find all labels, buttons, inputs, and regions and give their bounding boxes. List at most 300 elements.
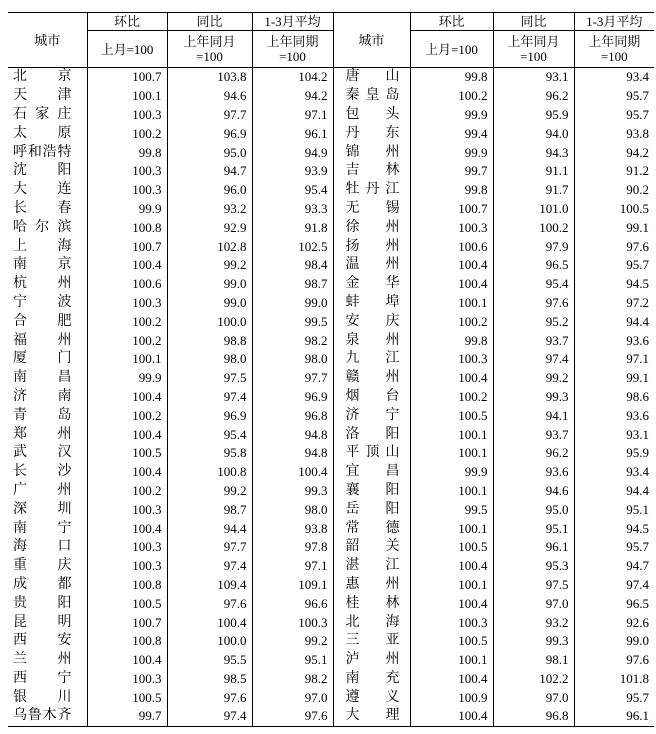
left-yoy-index: 100.0	[167, 312, 252, 331]
left-avg-index: 96.6	[252, 594, 333, 613]
right-mom-index: 100.4	[410, 670, 493, 689]
left-avg-index: 98.2	[252, 670, 333, 689]
header-row-groups	[8, 13, 654, 31]
table-row	[8, 143, 654, 162]
right-city-name: 三亚	[333, 632, 410, 651]
left-mom-index: 100.3	[87, 181, 167, 200]
right-avg-index: 92.6	[574, 613, 654, 632]
left-avg-index: 97.8	[252, 538, 333, 557]
price-index-table	[8, 12, 654, 727]
right-mom-index: 100.1	[410, 519, 493, 538]
table-row	[8, 594, 654, 613]
right-yoy-index: 93.7	[493, 425, 574, 444]
left-yoy-index: 95.5	[167, 651, 252, 670]
left-avg-index: 96.8	[252, 406, 333, 425]
right-yoy-index: 96.2	[493, 444, 574, 463]
table-row	[8, 632, 654, 651]
right-city-name: 牡丹江	[333, 181, 410, 200]
right-mom-index: 100.4	[410, 594, 493, 613]
right-mom-index: 99.8	[410, 181, 493, 200]
table-row	[8, 87, 654, 106]
right-mom-index: 100.2	[410, 87, 493, 106]
table-row	[8, 218, 654, 237]
left-city-name: 合肥	[8, 312, 87, 331]
left-avg-index: 104.2	[252, 68, 333, 87]
right-mom-index: 100.1	[410, 425, 493, 444]
table-row	[8, 369, 654, 388]
right-yoy-index: 94.0	[493, 124, 574, 143]
mom-base-label: 上月=100	[100, 41, 154, 57]
right-avg-index: 94.4	[574, 312, 654, 331]
left-avg-index: 109.1	[252, 576, 333, 595]
table-row	[8, 688, 654, 707]
right-avg-index: 96.1	[574, 707, 654, 726]
left-avg-index: 98.0	[252, 500, 333, 519]
left-yoy-index: 95.8	[167, 444, 252, 463]
right-city-name: 桂林	[333, 594, 410, 613]
right-avg-index: 91.2	[574, 162, 654, 181]
right-city-name: 赣州	[333, 369, 410, 388]
left-city-name: 石家庄	[8, 106, 87, 125]
right-city-name: 襄阳	[333, 482, 410, 501]
right-mom-index: 100.1	[410, 482, 493, 501]
avg-base-line2: =100	[600, 49, 628, 64]
left-mom-index: 100.3	[87, 557, 167, 576]
right-city-name: 无锡	[333, 200, 410, 219]
left-avg-index: 93.8	[252, 519, 333, 538]
left-avg-index: 97.6	[252, 707, 333, 726]
right-yoy-index: 95.0	[493, 500, 574, 519]
right-mom-base-header	[410, 31, 493, 68]
left-yoy-index: 97.6	[167, 688, 252, 707]
left-yoy-index: 97.5	[167, 369, 252, 388]
left-mom-index: 100.7	[87, 613, 167, 632]
right-avg-index: 94.4	[574, 482, 654, 501]
left-yoy-index: 97.4	[167, 388, 252, 407]
left-city-name: 成都	[8, 576, 87, 595]
right-yoy-index: 94.1	[493, 406, 574, 425]
right-avg-index: 100.5	[574, 200, 654, 219]
left-avg-index: 93.3	[252, 200, 333, 219]
avg-base-line1: 上年同期	[266, 34, 319, 49]
table-row	[8, 538, 654, 557]
table-row	[8, 68, 654, 87]
left-yoy-index: 94.4	[167, 519, 252, 538]
left-yoy-index: 99.0	[167, 275, 252, 294]
left-mom-index: 100.4	[87, 519, 167, 538]
left-city-name: 哈尔滨	[8, 218, 87, 237]
right-avg-index: 95.7	[574, 688, 654, 707]
left-mom-index: 100.3	[87, 294, 167, 313]
left-mom-index: 100.1	[87, 350, 167, 369]
right-avg-index: 93.4	[574, 68, 654, 87]
right-mom-index: 100.5	[410, 538, 493, 557]
right-mom-index: 100.9	[410, 688, 493, 707]
left-mom-index: 100.1	[87, 87, 167, 106]
right-yoy-index: 99.2	[493, 369, 574, 388]
right-mom-index: 100.5	[410, 406, 493, 425]
left-mom-index: 100.4	[87, 651, 167, 670]
left-yoy-index: 97.6	[167, 594, 252, 613]
left-yoy-index: 97.4	[167, 557, 252, 576]
left-yoy-index: 96.9	[167, 124, 252, 143]
right-yoy-index: 97.5	[493, 576, 574, 595]
right-yoy-index: 98.1	[493, 651, 574, 670]
right-yoy-index: 94.6	[493, 482, 574, 501]
left-mom-index: 100.5	[87, 594, 167, 613]
left-avg-index: 99.3	[252, 482, 333, 501]
left-city-name: 上海	[8, 237, 87, 256]
table-body	[8, 68, 654, 727]
right-yoy-index: 99.3	[493, 632, 574, 651]
right-yoy-index: 93.1	[493, 68, 574, 87]
left-mom-index: 100.3	[87, 670, 167, 689]
right-avg-index: 97.2	[574, 294, 654, 313]
left-yoy-index: 100.4	[167, 613, 252, 632]
left-city-name: 长沙	[8, 463, 87, 482]
left-mom-index: 100.3	[87, 538, 167, 557]
right-mom-index: 99.9	[410, 143, 493, 162]
right-city-name: 泸州	[333, 651, 410, 670]
right-mom-index: 100.4	[410, 369, 493, 388]
right-avg-index: 101.8	[574, 670, 654, 689]
right-mom-index: 99.5	[410, 500, 493, 519]
right-yoy-index: 97.4	[493, 350, 574, 369]
table-row	[8, 670, 654, 689]
left-avg-index: 97.1	[252, 557, 333, 576]
right-yoy-index: 95.2	[493, 312, 574, 331]
left-city-name: 沈阳	[8, 162, 87, 181]
right-city-name: 常德	[333, 519, 410, 538]
table-row	[8, 124, 654, 143]
right-mom-index: 100.1	[410, 651, 493, 670]
yoy-base-line1: 上年同月	[507, 34, 560, 49]
left-avg-index: 93.9	[252, 162, 333, 181]
right-city-name: 包头	[333, 106, 410, 125]
right-city-name: 蚌埠	[333, 294, 410, 313]
left-city-name: 北京	[8, 68, 87, 87]
left-city-name: 天津	[8, 87, 87, 106]
left-mom-index: 100.6	[87, 275, 167, 294]
left-yoy-index: 109.4	[167, 576, 252, 595]
right-yoy-index: 95.3	[493, 557, 574, 576]
avg-base-line1: 上年同期	[588, 34, 641, 49]
left-mom-index: 100.4	[87, 388, 167, 407]
table-row	[8, 388, 654, 407]
table-row	[8, 707, 654, 726]
right-yoy-index: 97.6	[493, 294, 574, 313]
right-mom-index: 100.2	[410, 388, 493, 407]
table-row	[8, 294, 654, 313]
left-avg-index: 99.2	[252, 632, 333, 651]
right-yoy-index: 95.4	[493, 275, 574, 294]
table-row	[8, 237, 654, 256]
table-row	[8, 106, 654, 125]
left-avg-index: 98.2	[252, 331, 333, 350]
right-mom-index: 99.9	[410, 463, 493, 482]
right-city-name: 丹东	[333, 124, 410, 143]
left-yoy-column-header: 同比	[167, 13, 252, 31]
left-avg-index: 95.1	[252, 651, 333, 670]
table-row	[8, 651, 654, 670]
right-mom-index: 100.7	[410, 200, 493, 219]
left-yoy-index: 97.4	[167, 707, 252, 726]
right-city-name: 宜昌	[333, 463, 410, 482]
right-yoy-index: 96.5	[493, 256, 574, 275]
left-yoy-index: 100.0	[167, 632, 252, 651]
right-city-name: 韶关	[333, 538, 410, 557]
right-avg-index: 95.9	[574, 444, 654, 463]
left-avg-index: 98.7	[252, 275, 333, 294]
right-city-name: 洛阳	[333, 425, 410, 444]
table-row	[8, 162, 654, 181]
left-mom-column-header: 环比	[87, 13, 167, 31]
left-city-name: 银川	[8, 688, 87, 707]
left-mom-index: 100.5	[87, 688, 167, 707]
left-mom-index: 100.5	[87, 444, 167, 463]
left-mom-index: 100.2	[87, 406, 167, 425]
table-row	[8, 425, 654, 444]
right-avg-index: 97.6	[574, 651, 654, 670]
right-yoy-index: 101.0	[493, 200, 574, 219]
right-mom-index: 100.3	[410, 613, 493, 632]
left-yoy-base-header	[167, 31, 252, 68]
right-avg-index: 97.1	[574, 350, 654, 369]
right-yoy-index: 99.3	[493, 388, 574, 407]
right-avg-index: 90.2	[574, 181, 654, 200]
right-yoy-index: 96.8	[493, 707, 574, 726]
right-avg-index: 97.6	[574, 237, 654, 256]
left-city-column-header: 城市	[8, 13, 87, 68]
left-avg-index: 96.9	[252, 388, 333, 407]
left-avg-index: 96.1	[252, 124, 333, 143]
left-yoy-index: 95.4	[167, 425, 252, 444]
left-avg-base-header	[252, 31, 333, 68]
table-row	[8, 500, 654, 519]
right-mom-index: 99.7	[410, 162, 493, 181]
right-mom-index: 99.8	[410, 331, 493, 350]
right-avg-index: 93.8	[574, 124, 654, 143]
left-yoy-index: 102.8	[167, 237, 252, 256]
right-city-name: 湛江	[333, 557, 410, 576]
right-yoy-index: 102.2	[493, 670, 574, 689]
left-yoy-index: 93.2	[167, 200, 252, 219]
left-mom-index: 100.3	[87, 162, 167, 181]
right-yoy-index: 97.9	[493, 237, 574, 256]
left-mom-index: 99.7	[87, 707, 167, 726]
right-yoy-index: 97.0	[493, 594, 574, 613]
table-row	[8, 613, 654, 632]
right-city-name: 惠州	[333, 576, 410, 595]
left-city-name: 南昌	[8, 369, 87, 388]
left-mom-index: 100.8	[87, 576, 167, 595]
left-avg-index: 102.5	[252, 237, 333, 256]
left-city-name: 重庆	[8, 557, 87, 576]
left-mom-index: 100.4	[87, 425, 167, 444]
left-city-name: 厦门	[8, 350, 87, 369]
left-avg-index: 94.2	[252, 87, 333, 106]
right-yoy-index: 100.2	[493, 218, 574, 237]
table-row	[8, 181, 654, 200]
left-yoy-index: 103.8	[167, 68, 252, 87]
left-mom-index: 100.2	[87, 331, 167, 350]
left-avg-index: 95.4	[252, 181, 333, 200]
right-yoy-index: 95.1	[493, 519, 574, 538]
left-avg-index: 97.0	[252, 688, 333, 707]
left-yoy-index: 99.2	[167, 256, 252, 275]
right-city-name: 锦州	[333, 143, 410, 162]
left-mom-base-header	[87, 31, 167, 68]
right-mom-index: 99.9	[410, 106, 493, 125]
header-row-bases	[8, 31, 654, 68]
right-city-name: 唐山	[333, 68, 410, 87]
right-mom-index: 100.3	[410, 218, 493, 237]
right-yoy-index: 91.7	[493, 181, 574, 200]
left-city-name: 兰州	[8, 651, 87, 670]
right-avg-index: 98.6	[574, 388, 654, 407]
left-city-name: 武汉	[8, 444, 87, 463]
left-city-name: 郑州	[8, 425, 87, 444]
left-yoy-index: 94.7	[167, 162, 252, 181]
table-row	[8, 557, 654, 576]
left-mom-index: 100.4	[87, 463, 167, 482]
right-avg-index: 95.7	[574, 106, 654, 125]
left-city-name: 长春	[8, 200, 87, 219]
right-city-name: 扬州	[333, 237, 410, 256]
left-yoy-index: 97.7	[167, 106, 252, 125]
table-row	[8, 331, 654, 350]
right-avg-index: 95.7	[574, 538, 654, 557]
left-city-name: 广州	[8, 482, 87, 501]
left-mom-index: 100.2	[87, 482, 167, 501]
left-city-name: 昆明	[8, 613, 87, 632]
left-city-name: 济南	[8, 388, 87, 407]
right-city-name: 安庆	[333, 312, 410, 331]
right-yoy-index: 93.6	[493, 463, 574, 482]
right-avg-index: 94.7	[574, 557, 654, 576]
left-mom-index: 100.3	[87, 500, 167, 519]
avg-base-line2: =100	[279, 49, 306, 64]
right-yoy-index: 93.7	[493, 331, 574, 350]
left-mom-index: 99.8	[87, 143, 167, 162]
right-city-name: 泉州	[333, 331, 410, 350]
right-city-name: 徐州	[333, 218, 410, 237]
table-row	[8, 576, 654, 595]
left-yoy-index: 96.0	[167, 181, 252, 200]
yoy-base-line2: =100	[196, 49, 223, 64]
left-city-name: 南京	[8, 256, 87, 275]
left-city-name: 呼和浩特	[8, 143, 87, 162]
right-mom-column-header: 环比	[410, 13, 493, 31]
right-city-name: 平顶山	[333, 444, 410, 463]
left-yoy-index: 96.9	[167, 406, 252, 425]
right-mom-index: 100.5	[410, 632, 493, 651]
right-avg-index: 94.5	[574, 519, 654, 538]
left-city-name: 福州	[8, 331, 87, 350]
right-city-name: 温州	[333, 256, 410, 275]
left-city-name: 青岛	[8, 406, 87, 425]
right-mom-index: 100.1	[410, 576, 493, 595]
left-avg-index: 94.8	[252, 444, 333, 463]
right-mom-index: 99.8	[410, 68, 493, 87]
right-avg-index: 99.1	[574, 218, 654, 237]
right-city-name: 吉林	[333, 162, 410, 181]
left-yoy-index: 98.5	[167, 670, 252, 689]
mom-base-label: 上月=100	[425, 41, 478, 57]
left-yoy-index: 98.8	[167, 331, 252, 350]
left-yoy-index: 99.2	[167, 482, 252, 501]
left-yoy-index: 94.6	[167, 87, 252, 106]
left-city-name: 海口	[8, 538, 87, 557]
table-row	[8, 519, 654, 538]
right-mom-index: 100.4	[410, 557, 493, 576]
right-city-name: 九江	[333, 350, 410, 369]
left-avg-index: 100.3	[252, 613, 333, 632]
right-city-name: 南充	[333, 670, 410, 689]
left-yoy-index: 92.9	[167, 218, 252, 237]
right-city-name: 秦皇岛	[333, 87, 410, 106]
right-avg-base-header	[574, 31, 654, 68]
left-yoy-index: 97.7	[167, 538, 252, 557]
left-city-name: 贵阳	[8, 594, 87, 613]
right-avg-index: 96.5	[574, 594, 654, 613]
left-city-name: 南宁	[8, 519, 87, 538]
right-avg-column-header: 1-3月平均	[574, 13, 654, 31]
right-city-name: 北海	[333, 613, 410, 632]
table-row	[8, 406, 654, 425]
table-row	[8, 256, 654, 275]
right-avg-index: 93.6	[574, 406, 654, 425]
right-mom-index: 100.4	[410, 707, 493, 726]
right-yoy-index: 91.1	[493, 162, 574, 181]
left-city-name: 西宁	[8, 670, 87, 689]
left-yoy-index: 100.8	[167, 463, 252, 482]
right-city-name: 大理	[333, 707, 410, 726]
right-avg-index: 94.5	[574, 275, 654, 294]
table-row	[8, 312, 654, 331]
right-avg-index: 93.6	[574, 331, 654, 350]
right-mom-index: 100.6	[410, 237, 493, 256]
table-row	[8, 350, 654, 369]
right-avg-index: 95.1	[574, 500, 654, 519]
table-header	[8, 13, 654, 68]
left-avg-index: 91.8	[252, 218, 333, 237]
right-mom-index: 99.4	[410, 124, 493, 143]
left-avg-index: 100.4	[252, 463, 333, 482]
right-yoy-index: 95.9	[493, 106, 574, 125]
right-yoy-index: 97.0	[493, 688, 574, 707]
right-city-column-header: 城市	[333, 13, 410, 68]
left-yoy-index: 95.0	[167, 143, 252, 162]
right-avg-index: 99.0	[574, 632, 654, 651]
table-row	[8, 275, 654, 294]
left-city-name: 太原	[8, 124, 87, 143]
right-mom-index: 100.1	[410, 294, 493, 313]
right-yoy-index: 94.3	[493, 143, 574, 162]
left-city-name: 西安	[8, 632, 87, 651]
left-avg-index: 97.7	[252, 369, 333, 388]
right-avg-index: 99.1	[574, 369, 654, 388]
left-city-name: 深圳	[8, 500, 87, 519]
left-avg-index: 99.5	[252, 312, 333, 331]
table-row	[8, 463, 654, 482]
right-city-name: 岳阳	[333, 500, 410, 519]
left-mom-index: 100.7	[87, 68, 167, 87]
table-row	[8, 444, 654, 463]
right-mom-index: 100.1	[410, 444, 493, 463]
left-yoy-index: 99.0	[167, 294, 252, 313]
right-yoy-column-header: 同比	[493, 13, 574, 31]
